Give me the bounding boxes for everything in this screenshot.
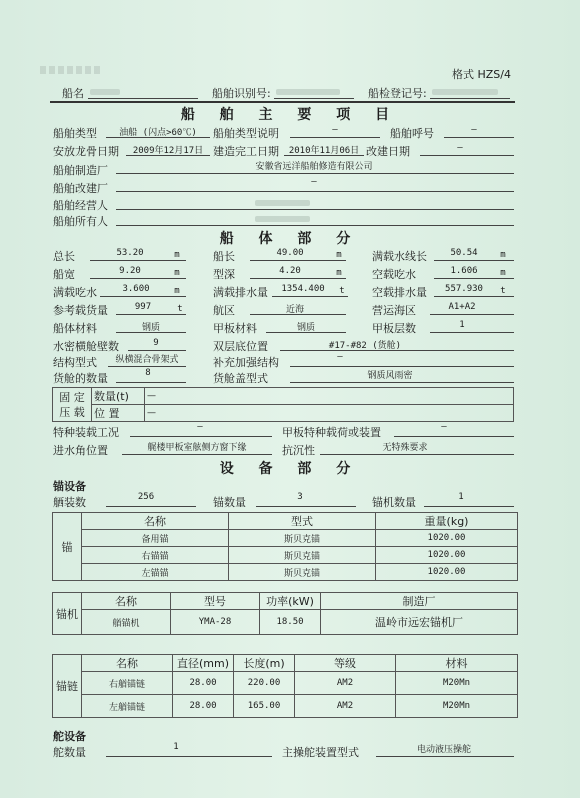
full-disp-unit: t xyxy=(339,286,345,296)
chain-name: 左艏锚链 xyxy=(82,695,173,718)
chain-length: 220.00 xyxy=(234,672,295,695)
anchor-section-title: 锚设备 xyxy=(53,480,86,493)
completion-label: 建造完工日期 xyxy=(213,145,279,158)
chain-grade: AM2 xyxy=(295,695,396,718)
anchor-name: 右锚锚 xyxy=(82,547,229,564)
chain-header-name: 名称 xyxy=(82,655,173,672)
table-row xyxy=(53,610,518,635)
chain-header-grade: 等级 xyxy=(295,655,396,672)
underline xyxy=(444,137,514,138)
special-cond-value: — xyxy=(197,422,203,432)
lbp-value: 49.00 xyxy=(276,248,304,258)
lwl-label: 满载水线长 xyxy=(372,250,427,263)
underline xyxy=(108,366,186,367)
anchor-weight: 1020.00 xyxy=(376,530,518,547)
underline xyxy=(122,454,272,455)
steering-value: 电动液压操舵 xyxy=(416,745,471,755)
equipment-title: 设 备 部 分 xyxy=(219,461,361,477)
light-draft-value: 1.606 xyxy=(450,266,478,276)
underline xyxy=(100,296,186,297)
anchor-header-weight: 重量(kg) xyxy=(376,513,518,530)
windlass-maker: 温岭市远宏锚机厂 xyxy=(321,610,518,635)
ship-reg-label: 船检登记号: xyxy=(368,87,427,100)
underline xyxy=(424,506,514,507)
light-draft-label: 空载吃水 xyxy=(372,268,416,281)
material-label: 船体材料 xyxy=(53,322,97,335)
keel-label: 安放龙骨日期 xyxy=(53,145,119,158)
hatch-value: 钢质风雨密 xyxy=(367,371,413,381)
dwt-unit: t xyxy=(177,304,183,314)
underline xyxy=(434,296,514,297)
ship-id-label: 船舶识别号: xyxy=(212,87,271,100)
anchor-side-label: 锚 xyxy=(53,513,82,581)
ship-type-value: 油船 (闪点>60℃) xyxy=(119,128,197,138)
underline xyxy=(266,332,346,333)
underline xyxy=(394,436,514,437)
windlass-table xyxy=(52,592,518,635)
full-draft-value: 3.600 xyxy=(122,284,150,294)
chain-table xyxy=(52,654,518,718)
lbp-label: 船长 xyxy=(213,250,235,263)
ballast-label-1: 固 定 xyxy=(59,390,85,404)
lwl-unit: m xyxy=(500,250,506,260)
underline xyxy=(126,155,210,156)
underline xyxy=(250,260,346,261)
chain-length: 165.00 xyxy=(234,695,295,718)
dwt-label: 参考载货量 xyxy=(53,304,108,317)
underline xyxy=(434,278,514,279)
double-bottom-value: #17-#82 (货舱) xyxy=(328,341,402,351)
deck-material-label: 甲板材料 xyxy=(213,322,257,335)
anchor-count-label: 锚数量 xyxy=(213,496,246,509)
underline xyxy=(116,225,514,226)
ship-name-label: 船名 xyxy=(62,87,84,100)
underline xyxy=(250,278,346,279)
call-sign-value: — xyxy=(471,125,477,135)
ship-name-redaction xyxy=(90,89,120,95)
completion-value: 2010年11月06日 xyxy=(288,146,360,156)
windlass-header-model: 型号 xyxy=(171,593,260,610)
chain-name: 右艏锚链 xyxy=(82,672,173,695)
chain-header-diameter: 直径(mm) xyxy=(173,655,234,672)
owner-label: 船舶所有人 xyxy=(53,215,108,228)
keel-value: 2009年12月17日 xyxy=(132,146,204,156)
ship-name-line xyxy=(88,98,198,99)
ship-reg-line xyxy=(430,98,510,99)
rebuilder-label: 船舶改建厂 xyxy=(53,182,108,195)
light-disp-value: 557.930 xyxy=(445,284,483,294)
stamp-smudge xyxy=(40,66,100,74)
lwl-value: 50.54 xyxy=(450,248,478,258)
depth-unit: m xyxy=(336,268,342,278)
sub-area-label: 营运海区 xyxy=(372,304,416,317)
chain-diameter: 28.00 xyxy=(173,695,234,718)
underline xyxy=(90,260,186,261)
area-label: 航区 xyxy=(213,304,235,317)
loa-value: 53.20 xyxy=(116,248,144,258)
windlass-count-value: 1 xyxy=(458,492,464,502)
ballast-qty-label: 数量(t) xyxy=(92,388,145,405)
windlass-header-maker: 制造厂 xyxy=(321,593,518,610)
windlass-count-label: 锚机数量 xyxy=(372,496,416,509)
steering-label: 主操舵装置型式 xyxy=(282,746,359,759)
ballast-side-label xyxy=(53,388,92,422)
underline xyxy=(106,137,210,138)
double-bottom-label: 双层底位置 xyxy=(213,340,268,353)
underline xyxy=(250,314,346,315)
rebuilder-value: — xyxy=(311,177,317,187)
table-row xyxy=(53,672,518,695)
reinforce-value: — xyxy=(337,352,343,362)
special-cond-label: 特种装载工况 xyxy=(53,426,119,439)
breadth-unit: m xyxy=(174,268,180,278)
chain-diameter: 28.00 xyxy=(173,672,234,695)
underline xyxy=(116,314,186,315)
lbp-unit: m xyxy=(336,250,342,260)
header-rule xyxy=(50,101,515,103)
underline xyxy=(376,756,514,757)
hatch-label: 货舱盖型式 xyxy=(213,372,268,385)
anchor-header-name: 名称 xyxy=(82,513,229,530)
underline xyxy=(430,314,514,315)
rudder-count-label: 舵数量 xyxy=(53,746,86,759)
anchor-name: 备用锚 xyxy=(82,530,229,547)
underline xyxy=(116,209,514,210)
ballast-pos-label: 位 置 xyxy=(92,405,145,422)
table-row xyxy=(53,530,518,547)
table-row xyxy=(53,695,518,718)
anchor-count-value: 3 xyxy=(297,492,303,502)
structure-label: 结构型式 xyxy=(53,356,97,369)
anchor-table xyxy=(52,512,518,581)
chain-material: M20Mn xyxy=(396,695,518,718)
modify-label: 改建日期 xyxy=(366,145,410,158)
underline xyxy=(256,506,356,507)
windlass-name: 艏锚机 xyxy=(82,610,171,635)
deck-count-label: 甲板层数 xyxy=(372,322,416,335)
windlass-header-name: 名称 xyxy=(82,593,171,610)
underline xyxy=(116,382,186,383)
loa-unit: m xyxy=(174,250,180,260)
anchor-header-type: 型式 xyxy=(229,513,376,530)
ship-type-label: 船舶类型 xyxy=(53,127,97,140)
full-draft-label: 满载吃水 xyxy=(53,286,97,299)
full-disp-value: 1354.400 xyxy=(281,284,325,294)
dwt-value: 997 xyxy=(134,302,152,312)
underline xyxy=(116,191,514,192)
depth-value: 4.20 xyxy=(279,266,301,276)
light-draft-unit: m xyxy=(500,268,506,278)
chain-side-label: 锚链 xyxy=(53,655,82,718)
depth-label: 型深 xyxy=(213,268,235,281)
underline xyxy=(284,155,364,156)
anchor-type: 斯贝克锚 xyxy=(229,547,376,564)
material-value: 钢质 xyxy=(141,323,160,333)
flooding-label: 进水角位置 xyxy=(53,444,108,457)
modify-value: — xyxy=(457,143,463,153)
underline xyxy=(320,454,514,455)
outfit-label: 舾装数 xyxy=(53,496,86,509)
light-disp-label: 空载排水量 xyxy=(372,286,427,299)
underline xyxy=(116,173,514,174)
ballast-pos-value: — xyxy=(145,405,514,422)
hold-count-value: 8 xyxy=(145,368,151,378)
type-desc-label: 船舶类型说明 xyxy=(213,127,279,140)
main-items-title: 船 舶 主 要 项 目 xyxy=(180,107,400,123)
chain-header-length: 长度(m) xyxy=(234,655,295,672)
underline xyxy=(130,436,272,437)
loa-label: 总长 xyxy=(53,250,75,263)
operator-label: 船舶经营人 xyxy=(53,199,108,212)
rudder-section-title: 舵设备 xyxy=(53,730,86,743)
deck-load-label: 甲板特种载荷或装置 xyxy=(282,426,381,439)
outfit-value: 256 xyxy=(137,492,155,502)
anchor-type: 斯贝克锚 xyxy=(229,564,376,581)
form-number: 格式 HZS/4 xyxy=(452,68,511,81)
light-disp-unit: t xyxy=(500,286,506,296)
underline xyxy=(290,382,514,383)
chain-material: M20Mn xyxy=(396,672,518,695)
underline xyxy=(420,155,514,156)
deck-count-value: 1 xyxy=(459,320,465,330)
full-disp-label: 满载排水量 xyxy=(213,286,268,299)
operator-redaction xyxy=(255,200,310,206)
underline xyxy=(280,350,514,351)
structure-value: 纵横混合骨架式 xyxy=(115,355,179,365)
anchor-weight: 1020.00 xyxy=(376,564,518,581)
anchor-weight: 1020.00 xyxy=(376,547,518,564)
chain-header-material: 材料 xyxy=(396,655,518,672)
anchor-type: 斯贝克锚 xyxy=(229,530,376,547)
windlass-model: YMA-28 xyxy=(171,610,260,635)
underline xyxy=(290,366,514,367)
ballast-label-2: 压 载 xyxy=(59,405,85,419)
ship-id-redaction xyxy=(276,89,340,95)
windlass-power: 18.50 xyxy=(260,610,321,635)
bulkhead-value: 9 xyxy=(153,338,159,348)
breadth-value: 9.20 xyxy=(119,266,141,276)
bulkhead-label: 水密横舱壁数 xyxy=(53,340,119,353)
ballast-table xyxy=(52,387,514,422)
breadth-label: 船宽 xyxy=(53,268,75,281)
anchor-name: 左锚锚 xyxy=(82,564,229,581)
deck-load-value: — xyxy=(441,422,447,432)
area-value: 近海 xyxy=(285,305,304,315)
windlass-side-label: 锚机 xyxy=(53,593,82,635)
underline xyxy=(272,296,348,297)
rudder-count-value: 1 xyxy=(173,742,179,752)
windlass-header-power: 功率(kW) xyxy=(260,593,321,610)
type-desc-value: — xyxy=(332,125,338,135)
ship-id-line xyxy=(274,98,354,99)
call-sign-label: 船舶呼号 xyxy=(390,127,434,140)
table-row xyxy=(53,547,518,564)
wind-value: 无特殊要求 xyxy=(382,443,428,453)
sub-area-value: A1+A2 xyxy=(448,302,476,312)
underline xyxy=(90,278,186,279)
builder-label: 船舶制造厂 xyxy=(53,164,108,177)
full-draft-unit: m xyxy=(174,286,180,296)
underline xyxy=(116,332,186,333)
builder-value: 安徽省远洋船舶修造有限公司 xyxy=(255,162,373,172)
owner-redaction xyxy=(255,216,310,222)
reinforce-label: 补充加强结构 xyxy=(213,356,279,369)
underline xyxy=(106,756,272,757)
underline xyxy=(106,506,196,507)
wind-label: 抗沉性 xyxy=(282,444,315,457)
chain-grade: AM2 xyxy=(295,672,396,695)
hold-count-label: 货舱的数量 xyxy=(53,372,108,385)
hull-title: 船 体 部 分 xyxy=(219,231,361,247)
table-row xyxy=(53,564,518,581)
deck-material-value: 钢质 xyxy=(296,323,315,333)
ship-reg-redaction xyxy=(432,89,498,95)
underline xyxy=(290,137,380,138)
underline xyxy=(430,332,514,333)
flooding-value: 艉楼甲板室舷侧方窗下缘 xyxy=(147,443,247,453)
ballast-qty-value: — xyxy=(145,388,514,405)
underline xyxy=(128,350,186,351)
underline xyxy=(434,260,514,261)
